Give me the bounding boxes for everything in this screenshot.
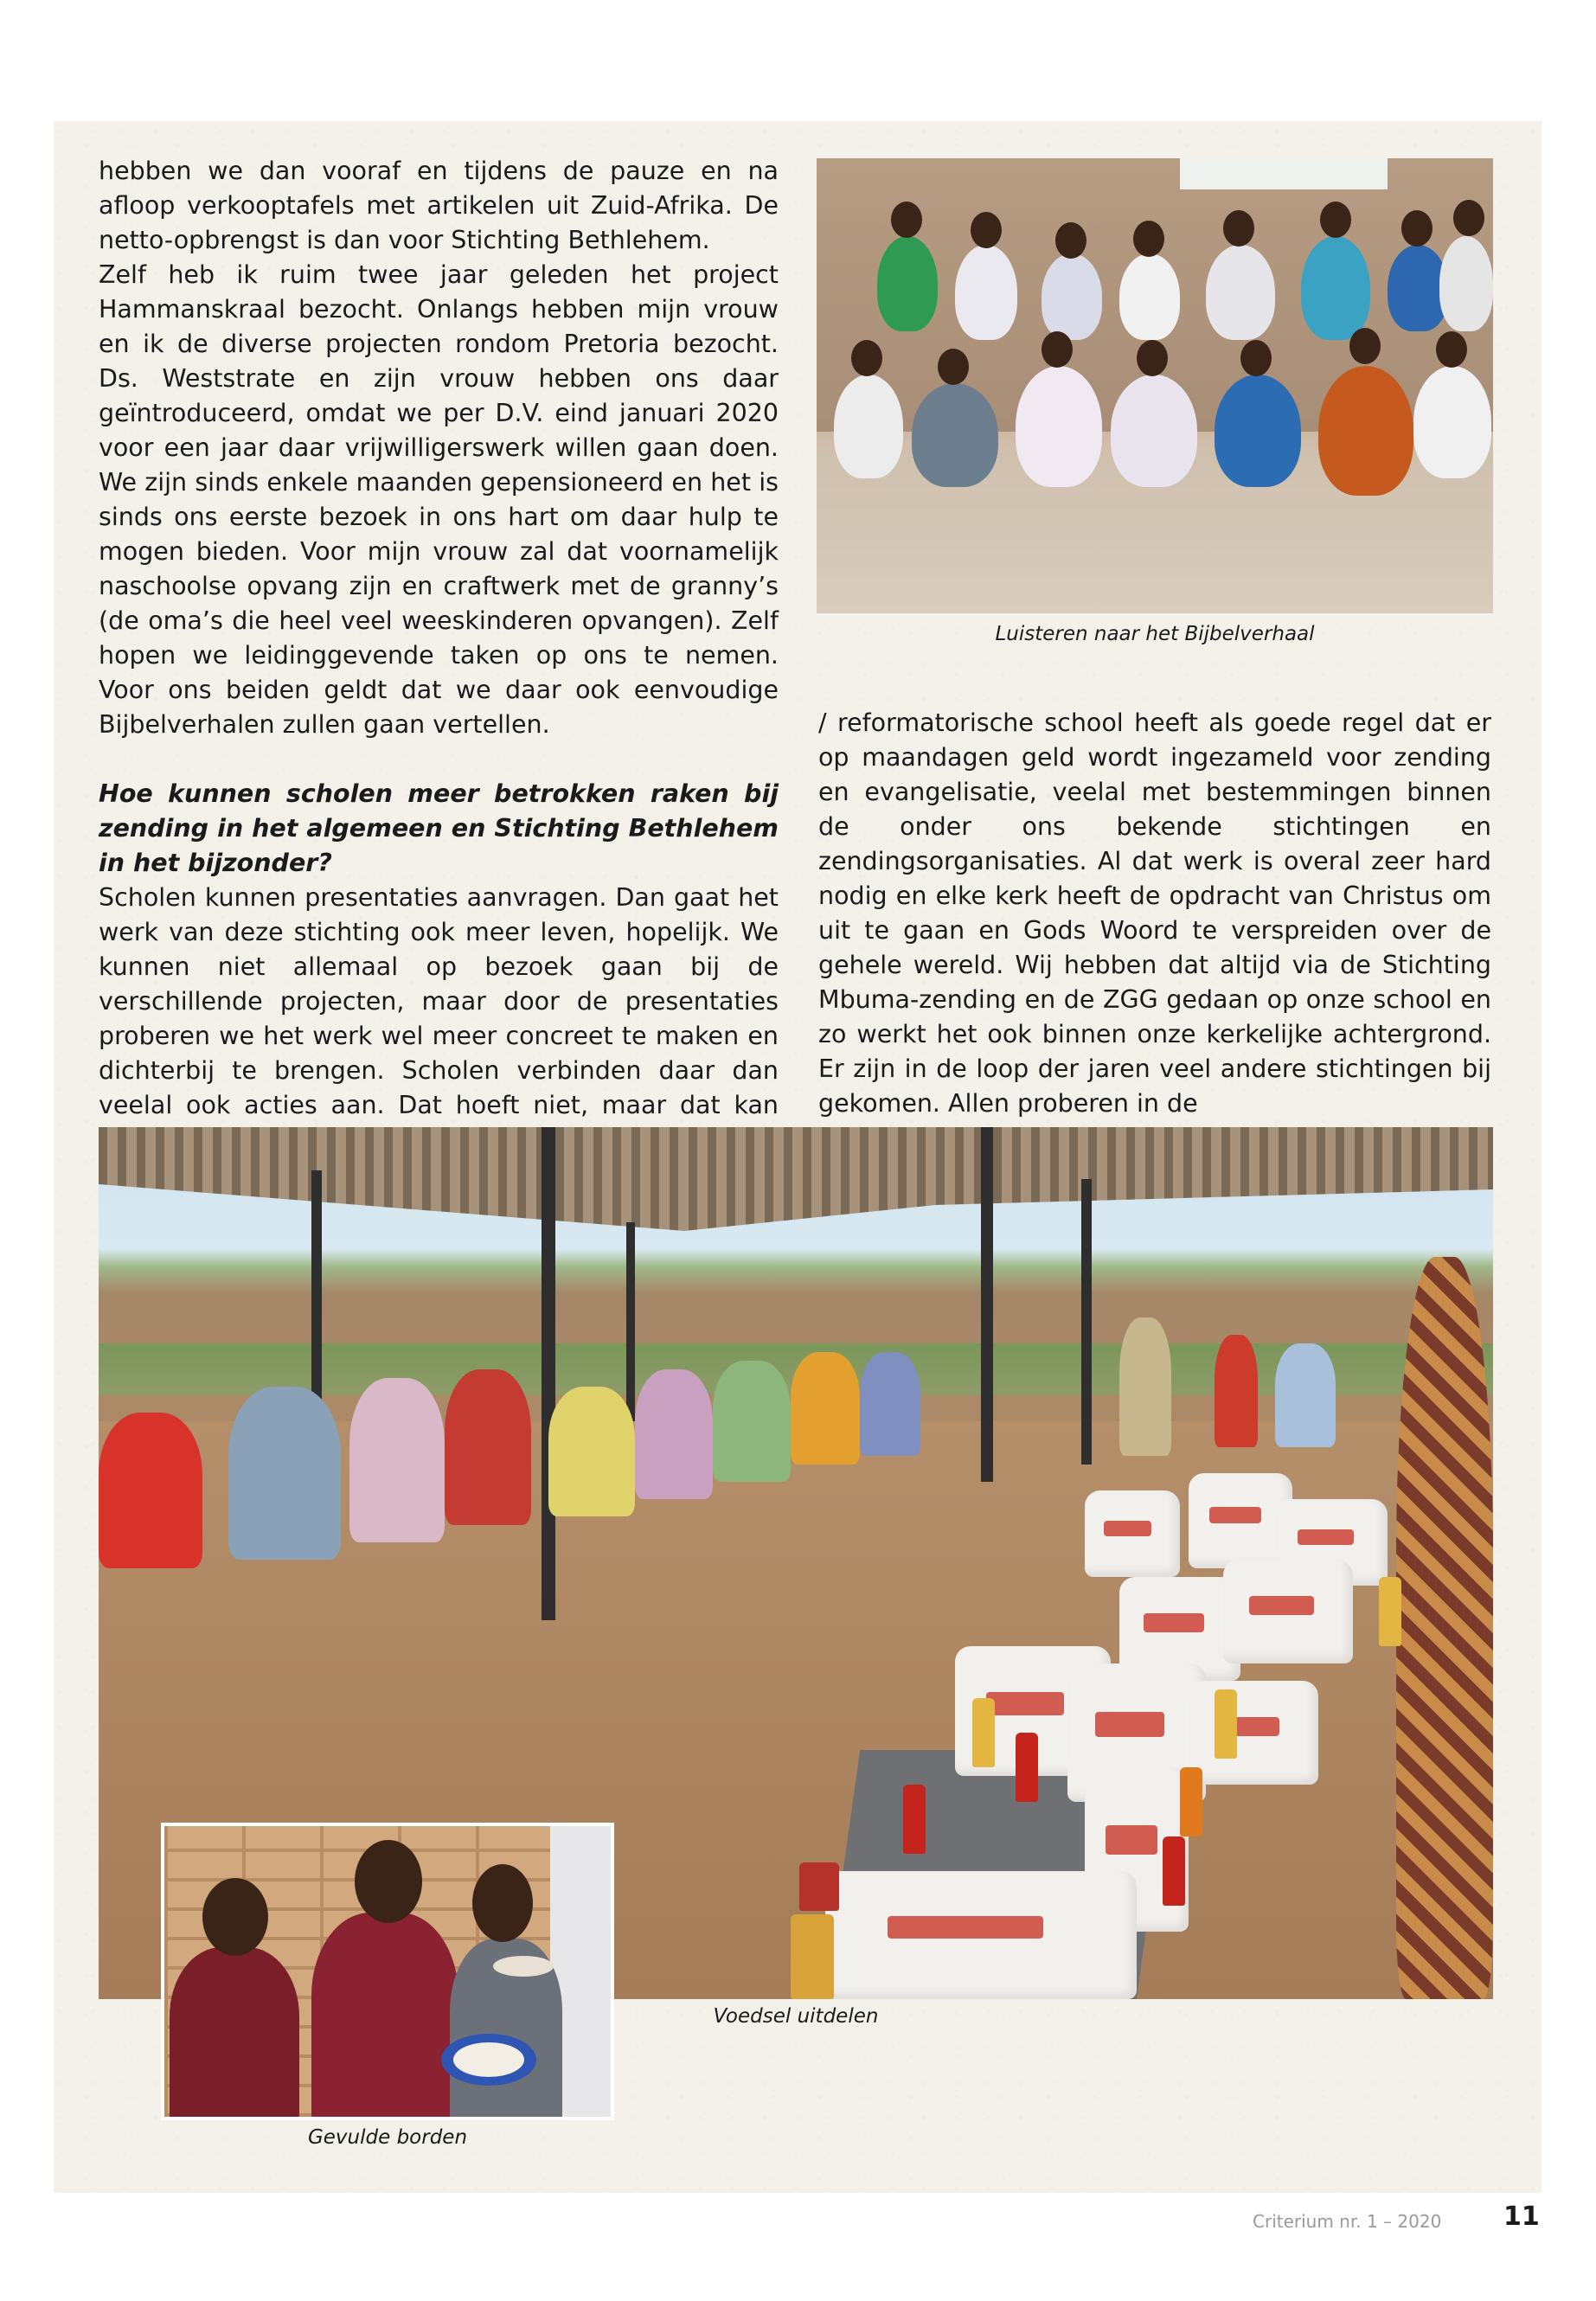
publication-footer: Criterium nr. 1 – 2020 (1253, 2211, 1442, 2232)
children-plates-photo (161, 1823, 614, 2120)
article-right-column (818, 706, 1491, 1121)
page-number: 11 (1503, 2202, 1540, 2232)
children-plates-photo-caption: Gevulde borden (307, 2126, 468, 2149)
interview-question: Hoe kunnen scholen meer betrokken raken bij zending in het algemeen en Stichting Bethlehem in het bijzonder? (99, 779, 779, 877)
paragraph: / reformatorische school heeft als goede regel dat er op maandagen geld wordt ingezameld voor zending en evangelisatie, veelal met bestemmingen binnen de onder ons bekende stichtingen en zendingsorganisaties. Al dat werk is overal zeer hard nodig en elke kerk heeft de opdracht van Christus om uit te gaan en Gods Woord te verspreiden over de gehele wereld. Wij hebben dat altijd via de Stichting Mbuma-zending en de ZGG gedaan op onze school en zo werkt het ook binnen onze kerkelijke achtergrond. Er zijn in de loop der jaren veel andere stichtingen bij gekomen. Allen proberen in de (818, 708, 1491, 1118)
classroom-photo (817, 158, 1493, 613)
article-left-column (99, 154, 779, 1157)
food-distribution-photo-caption: Voedsel uitdelen (713, 2005, 879, 2028)
classroom-photo-caption: Luisteren naar het Bijbelverhaal (995, 623, 1315, 645)
paragraph: hebben we dan vooraf en tijdens de pauze en na afloop verkooptafels met artikelen uit Zuid-Afrika. De netto-opbrengst is dan voor Stichting Bethlehem. (99, 157, 779, 254)
paragraph: Zelf heb ik ruim twee jaar geleden het project Hammanskraal bezocht. Onlangs hebben mijn vrouw en ik de diverse projecten rondom Pretoria bezocht. Ds. Weststrate en zijn vrouw hebben ons daar geïntroduceerd, omdat we per D.V. eind januari 2020 voor een jaar daar vrijwilligerswerk willen gaan doen. We zijn sinds enkele maanden gepensioneerd en het is sinds ons eerste bezoek in ons hart om daar hulp te mogen bieden. Voor mijn vrouw zal dat voornamelijk naschoolse opvang zijn en craftwerk met de granny’s (de oma’s die heel veel weeskinderen opvangen). Zelf hopen we leidinggevende taken op ons te nemen. Voor ons beiden geldt dat we daar ook eenvoudige Bijbelverhalen zullen gaan vertellen. (99, 260, 779, 739)
paragraph: Scholen kunnen presentaties aanvragen. Dan gaat het werk van deze stichting ook meer leven, hopelijk. We kunnen niet allemaal op bezoek gaan bij de verschillende projecten, maar door de presentaties proberen we het werk wel meer concreet te maken en dichterbij te brengen. Scholen verbinden daar dan veelal ook acties aan. Dat hoeft niet, maar dat kan (99, 883, 779, 1119)
